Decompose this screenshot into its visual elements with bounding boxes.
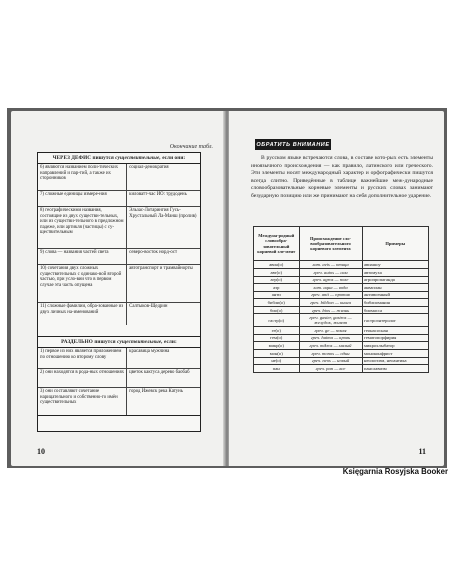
root-cell: не(о) [254, 357, 300, 365]
rule-cell: 9) слова — названия частей света [38, 249, 127, 264]
origin-cell: греч. ge — земля [299, 327, 362, 335]
rule-cell: 7) сложные единицы измере-ния [38, 191, 127, 206]
table-row [254, 357, 429, 365]
column-header: Происхождение сло-вообразовательного корневого элемента [299, 227, 362, 261]
table-row [254, 349, 429, 357]
table-row [38, 348, 200, 369]
table-row [38, 265, 200, 303]
example-cell: Эльзас-Лотарингия Гусь-Хрустальный Ла-Манш (пролив) [129, 208, 197, 219]
examples-cell: гастроэнтеролог [362, 314, 429, 327]
table-row [254, 327, 429, 335]
origin-cell: греч. biblion — книга [299, 299, 362, 307]
root-cell: био(о) [254, 306, 300, 314]
example-cell: цветок кактуса дерево баобаб [129, 370, 190, 375]
origin-cell: греч. pan — все [299, 365, 362, 373]
table-row [38, 249, 200, 265]
examples-cell: биомасса [362, 306, 429, 314]
examples-cell: геонасосная [362, 327, 429, 335]
intro-paragraph: В русском языке встречаются слова, в составе кото-рых есть элементы иноязычного происхождения — как правило, латинского или греческого. Эти элементы носят международный характер и орфографически пишутся всегда слитно. Приведённые в таблице важнейшие меж-дународные словообразовательные корневые элементы и русских словах занимают безударную позицию или же принимают на себя дополнительное ударение. [251, 155, 433, 199]
example-cell: социал-демократия [129, 165, 169, 170]
page-number-right: 11 [418, 447, 426, 456]
rule-cell: 6) являются названием поли-тических направлений и пар-тий, а также их сторонников [38, 164, 127, 190]
example-cell: Салтыков-Щедрин [129, 304, 168, 309]
examples-cell: акваплан [362, 284, 429, 292]
examples-cell: авиашоу [362, 261, 429, 269]
table-row [254, 291, 429, 299]
example-cell: город Ижевск река Катунь [129, 389, 183, 394]
root-cell: аэр [254, 284, 300, 292]
rule-cell: 2) они находятся в рода-ных отношениях [38, 369, 127, 387]
table-row [254, 284, 429, 292]
roots-table-body [254, 261, 429, 372]
root-cell: гастр(о) [254, 314, 300, 327]
origin-cell: лат. aqua — вода [299, 284, 362, 292]
table-row [254, 342, 429, 350]
origin-cell: греч. mikros — малый [299, 342, 362, 350]
root-cell: пан [254, 365, 300, 373]
table-row [38, 369, 200, 388]
table-row [38, 191, 200, 207]
root-cell: агр(о) [254, 276, 300, 284]
page-number-left: 10 [37, 447, 45, 456]
rule-cell: 8) географическими названия, состоящие из двух существи-тельных, или из существи-тельного в предложном падеже, или артикля (частицы) с су-ществительным [38, 207, 127, 248]
left-page [11, 111, 225, 466]
examples-cell: агропропаганда [362, 276, 429, 284]
origin-cell: греч. neos — новый [299, 357, 362, 365]
examples-cell: антивоенный [362, 291, 429, 299]
table-row [38, 207, 200, 249]
right-page [229, 111, 444, 466]
root-cell: мон(о) [254, 349, 300, 357]
table-row [254, 306, 429, 314]
title-part: если: [164, 339, 177, 345]
column-header: Примеры [362, 227, 429, 261]
rule-cell: 3) они составляют сочетание нарицательного и собственно-го имён существительных [38, 388, 127, 415]
roots-table [253, 226, 429, 373]
origin-cell: греч. agros — поле [299, 276, 362, 284]
running-head: Окончание табл. [169, 144, 213, 150]
title-part: РАЗДЕЛЬНО пишутся [61, 339, 116, 345]
table-row [38, 164, 200, 191]
book-spread [7, 108, 447, 468]
root-cell: ге(о) [254, 327, 300, 335]
examples-cell: микрохлыбатор [362, 342, 429, 350]
root-cell: анти [254, 291, 300, 299]
title-part: ЧЕРЕЗ ДЕФИС пишутся [52, 155, 114, 161]
root-cell: гем(о) [254, 334, 300, 342]
table-row [254, 276, 429, 284]
separate-rules-box [37, 336, 201, 416]
table-row [254, 314, 429, 327]
rule-cell: 10) сочетания двух сложных существительных с одинако-вой второй частью, при усло-вии что в первом случае эта часть опущена [38, 265, 127, 302]
example-cell: автотранспорт и трамвайнорты [129, 266, 193, 271]
examples-cell: гематопорфирия [362, 334, 429, 342]
table-row [38, 388, 200, 415]
hyphen-box-title [38, 153, 200, 164]
examples-cell: автомуха [362, 268, 429, 276]
example-cell: киловатт-час ИО: трудодень [129, 192, 187, 197]
origin-cell: греч. anti — против [299, 291, 362, 299]
table-row [254, 268, 429, 276]
root-cell: микр(о) [254, 342, 300, 350]
table-header-row [254, 227, 429, 261]
origin-cell: греч. gaster, gastros — желудок, живот [299, 314, 362, 327]
origin-cell: лат. avis — птица [299, 261, 362, 269]
root-cell: библи(о) [254, 299, 300, 307]
origin-cell: греч. monos — один [299, 349, 362, 357]
title-part: существительные, [117, 339, 163, 345]
table-row [254, 261, 429, 269]
shop-watermark: Księgarnia Rosyjska Booker [342, 467, 448, 476]
table-row [254, 299, 429, 307]
example-cell: красавица мужчина [129, 349, 170, 354]
attention-callout: ОБРАТИТЬ ВНИМАНИЕ [255, 139, 331, 150]
table-row [254, 334, 429, 342]
examples-cell: моноконфрист [362, 349, 429, 357]
rule-cell: 11) сложные фамилии, обра-зованные из двух личных на-именований [38, 303, 127, 325]
title-part: если они: [162, 155, 186, 161]
column-header: Междуна-родный словообра-зовательный корневой эле-мент [254, 227, 300, 261]
examples-cell: неологизм, неоантика [362, 357, 429, 365]
separate-box-title [38, 337, 200, 348]
example-cell: северо-восток норд-ост [129, 250, 178, 255]
rule-cell: 1) первое из них является приложением по отношению ко второму слову [38, 348, 127, 368]
origin-cell: греч. haima — кровь [299, 334, 362, 342]
origin-cell: греч. autos — сам [299, 268, 362, 276]
table-row [254, 365, 429, 373]
title-part: существительные, [115, 155, 161, 161]
origin-cell: греч. bios — жизнь [299, 306, 362, 314]
examples-cell: панславизм [362, 365, 429, 373]
examples-cell: библиомания [362, 299, 429, 307]
table-row [38, 303, 200, 325]
root-cell: авиа(о) [254, 261, 300, 269]
root-cell: авт(о) [254, 268, 300, 276]
